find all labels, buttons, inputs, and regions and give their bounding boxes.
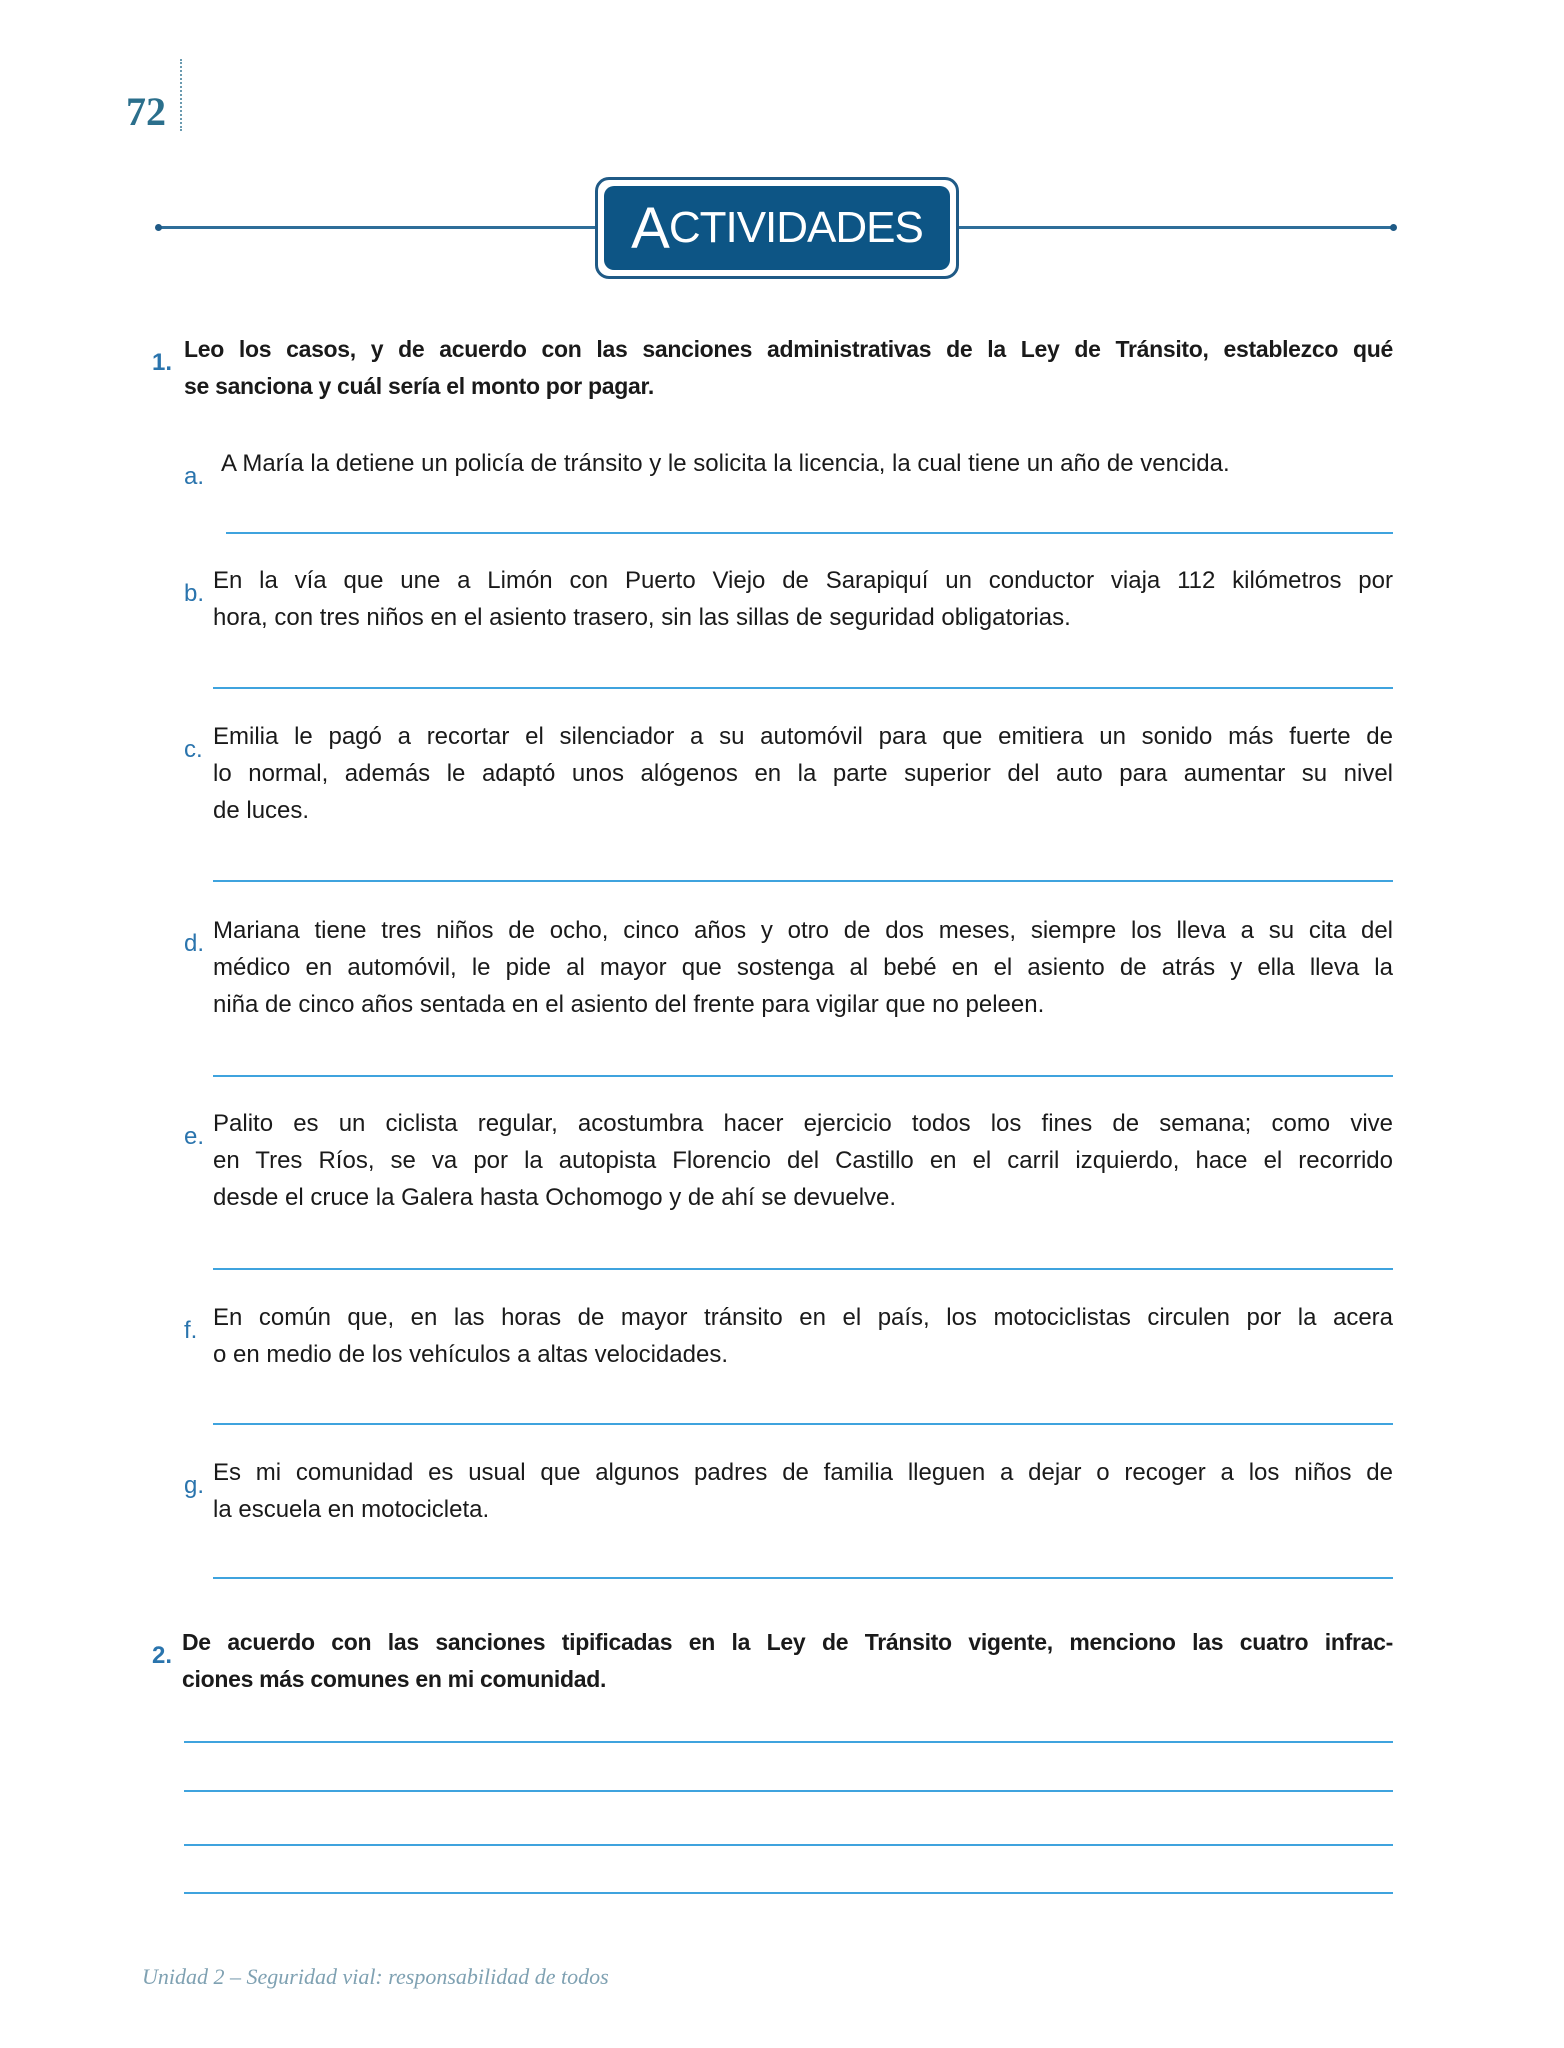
answer-line-c[interactable]	[213, 880, 1393, 882]
answer-line-f[interactable]	[213, 1423, 1393, 1425]
question-1-item-d-label: d.	[184, 930, 205, 957]
section-title-initial: A	[631, 195, 669, 261]
page-number: 72	[126, 89, 166, 134]
footer-unit-title: Unidad 2 – Seguridad vial: responsabilidad de todos	[142, 1964, 609, 1989]
section-title-rest: CTIVIDADES	[668, 203, 923, 252]
header-rule-dot-left	[155, 224, 162, 231]
answer-line-q2-2[interactable]	[184, 1790, 1393, 1792]
question-1-item-g-text	[213, 1454, 1393, 1528]
answer-line-b[interactable]	[213, 687, 1393, 689]
question-2-label: 2.	[152, 1642, 173, 1669]
question-1-text	[184, 331, 1393, 405]
question-1-item-a-label: a.	[184, 463, 205, 490]
answer-line-a[interactable]	[226, 532, 1393, 534]
text-line: se sanciona y cuál sería el monto por pagar.	[184, 373, 654, 399]
text-line: Mariana tiene tres niños de ocho, cinco años y otro de dos meses, siempre los lleva a su cita del	[213, 917, 1393, 944]
question-2-text	[182, 1624, 1393, 1698]
question-1-item-b-text	[213, 562, 1393, 636]
question-1-label: 1.	[152, 349, 173, 376]
text-line: Es mi comunidad es usual que algunos padres de familia lleguen a dejar o recoger a los niños de	[213, 1459, 1393, 1486]
question-1-item-a-text	[221, 445, 1393, 482]
text-line: A María la detiene un policía de tránsito y le solicita la licencia, la cual tiene un año de vencida.	[221, 450, 1230, 477]
question-1-item-b-label: b.	[184, 580, 205, 607]
text-line: niña de cinco años sentada en el asiento del frente para vigilar que no peleen.	[213, 991, 1045, 1018]
question-1-item-c-label: c.	[184, 736, 203, 763]
question-1-item-g-label: g.	[184, 1472, 205, 1499]
text-line: Emilia le pagó a recortar el silenciador a su automóvil para que emitiera un sonido más fuerte de	[213, 723, 1393, 750]
answer-line-g[interactable]	[213, 1577, 1393, 1579]
text-line: médico en automóvil, le pide al mayor que sostenga al bebé en el asiento de atrás y ella lleva la	[213, 954, 1393, 981]
question-1-item-e-label: e.	[184, 1123, 205, 1150]
text-line: Palito es un ciclista regular, acostumbra hacer ejercicio todos los fines de semana; como vive	[213, 1110, 1393, 1137]
text-line: desde el cruce la Galera hasta Ochomogo y de ahí se devuelve.	[213, 1184, 897, 1211]
answer-line-q2-3[interactable]	[184, 1844, 1393, 1846]
page-number-divider	[180, 59, 182, 131]
answer-line-d[interactable]	[213, 1075, 1393, 1077]
question-1-item-f-label: f.	[184, 1317, 198, 1344]
text-line: En común que, en las horas de mayor tránsito en el país, los motociclistas circulen por la acera	[213, 1304, 1393, 1331]
question-1-item-d-text	[213, 912, 1393, 1023]
header-rule-dot-right	[1390, 224, 1397, 231]
question-1-item-e-text	[213, 1105, 1393, 1216]
text-line: ciones más comunes en mi comunidad.	[182, 1666, 607, 1692]
answer-line-q2-4[interactable]	[184, 1892, 1393, 1894]
question-1-item-c-text	[213, 718, 1393, 829]
text-line: hora, con tres niños en el asiento trasero, sin las sillas de seguridad obligatorias.	[213, 604, 1071, 631]
text-line: o en medio de los vehículos a altas velocidades.	[213, 1341, 728, 1368]
text-line: la escuela en motocicleta.	[213, 1496, 490, 1523]
text-line: lo normal, además le adaptó unos alógenos en la parte superior del auto para aumentar su nivel	[213, 760, 1393, 787]
answer-line-e[interactable]	[213, 1268, 1393, 1270]
section-title-box	[595, 177, 959, 279]
question-1-item-f-text	[213, 1299, 1393, 1373]
answer-line-q2-1[interactable]	[184, 1741, 1393, 1743]
text-line: Leo los casos, y de acuerdo con las sanciones administrativas de la Ley de Tránsito, establezco qué	[184, 336, 1393, 362]
text-line: de luces.	[213, 797, 310, 824]
text-line: en Tres Ríos, se va por la autopista Florencio del Castillo en el carril izquierdo, hace el recorrido	[213, 1147, 1393, 1174]
text-line: En la vía que une a Limón con Puerto Viejo de Sarapiquí un conductor viaja 112 kilómetros por	[213, 567, 1393, 594]
section-title	[604, 186, 950, 270]
text-line: De acuerdo con las sanciones tipificadas en la Ley de Tránsito vigente, menciono las cuatro infrac-	[182, 1629, 1393, 1655]
